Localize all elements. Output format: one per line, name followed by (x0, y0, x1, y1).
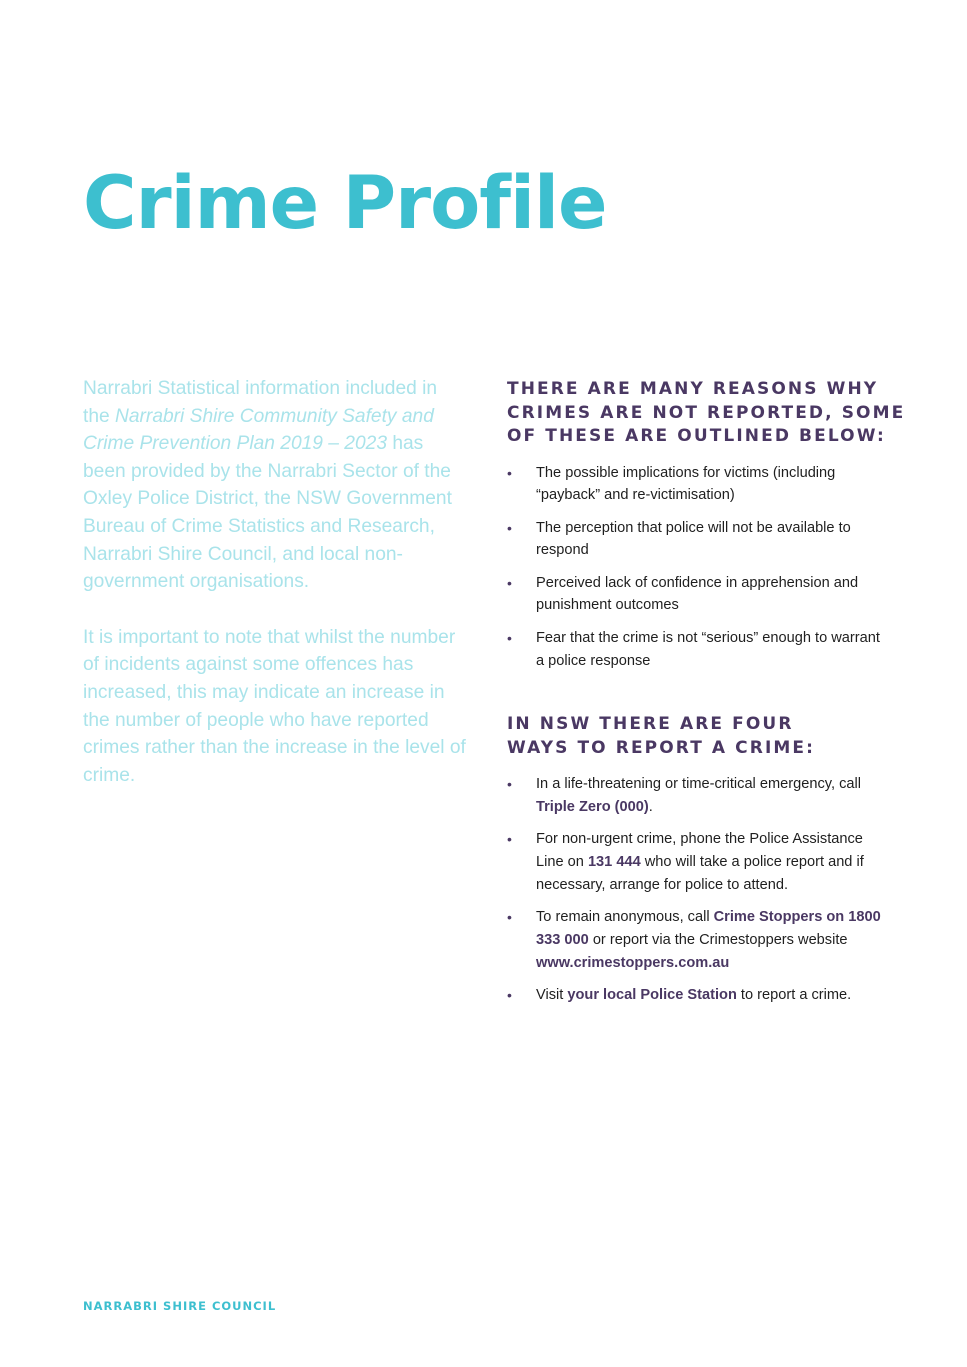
list-item (507, 627, 887, 673)
item-text: to report a crime. (736, 987, 852, 1004)
bullet-icon: • (507, 831, 512, 848)
police-assistance-number: 131 444 (587, 854, 641, 871)
intro-column (83, 375, 468, 817)
plan-title: Narrabri Shire Community Safety and Crime Prevention Plan 2019 – 2023 (83, 405, 434, 455)
reasons-heading (507, 378, 906, 449)
list-item-text: The possible implications for victims (including “payback” and re-victimisation) (536, 464, 836, 504)
report-heading-line: WAYS TO REPORT A CRIME: (507, 737, 816, 758)
footer-council-name: NARRABRI SHIRE COUNCIL (83, 1299, 277, 1313)
bullet-icon: • (507, 909, 512, 926)
crimestoppers-website-link[interactable]: www.crimestoppers.com.au (536, 954, 730, 971)
info-column (507, 378, 906, 1017)
reasons-list (507, 462, 887, 673)
item-text: In a life-threatening or time-critical emergency, call (536, 776, 861, 793)
reasons-heading-line: CRIMES ARE NOT REPORTED, SOME (507, 402, 906, 423)
list-item (507, 906, 887, 974)
report-heading (507, 713, 887, 760)
intro-p1-text-end: has been provided by the Narrabri Sector of the Oxley Police District, the NSW Government Bureau of Crime Statistics and Research, Narrabri Shire Council, and local non-government organisations. (83, 433, 452, 593)
item-text: To remain anonymous, call (536, 909, 714, 926)
intro-paragraph-2: It is important to note that whilst the number of incidents against some offences has increased, this may indicate an increase in the number of people who have reported crimes rather than the increase in the level of crime. (83, 626, 466, 786)
list-item (507, 572, 887, 618)
report-list (507, 773, 887, 1007)
list-item (507, 984, 887, 1007)
item-text: For non-urgent crime, phone the Police Assistance Line on (536, 831, 863, 871)
reasons-section (507, 378, 906, 672)
reasons-heading-line: OF THESE ARE OUTLINED BELOW: (507, 426, 886, 446)
bullet-icon: • (507, 776, 512, 793)
list-item (507, 517, 887, 563)
list-item (507, 462, 887, 508)
item-text: Visit (536, 987, 568, 1004)
list-item (507, 828, 887, 896)
reasons-heading-line: THERE ARE MANY REASONS WHY (507, 379, 879, 399)
item-text: or report via the Crimestoppers website (588, 932, 848, 949)
item-text: . (648, 799, 653, 816)
bullet-icon: • (507, 574, 512, 591)
triple-zero-number: Triple Zero (000) (536, 799, 649, 816)
item-text: who will take a police report and if necessary, arrange for police to attend. (536, 854, 864, 894)
police-station-text: your local Police Station (567, 987, 737, 1004)
list-item-text: Perceived lack of confidence in apprehension and punishment outcomes (536, 574, 859, 614)
page-title: Crime Profile (83, 161, 607, 246)
bullet-icon: • (507, 519, 512, 536)
intro-paragraph-1 (83, 375, 468, 596)
bullet-icon: • (507, 987, 512, 1004)
list-item (507, 773, 887, 819)
intro-p1-text: Narrabri Statistical information included in the (83, 378, 438, 427)
bullet-icon: • (507, 464, 512, 481)
crime-stoppers-number: Crime Stoppers on 1800 333 000 (536, 909, 881, 949)
bullet-icon: • (507, 629, 512, 646)
report-section (507, 713, 887, 1007)
list-item-text: The perception that police will not be available to respond (536, 519, 851, 559)
list-item-text: Fear that the crime is not “serious” enough to warrant a police response (536, 629, 880, 669)
report-heading-line: IN NSW THERE ARE FOUR (507, 714, 794, 735)
